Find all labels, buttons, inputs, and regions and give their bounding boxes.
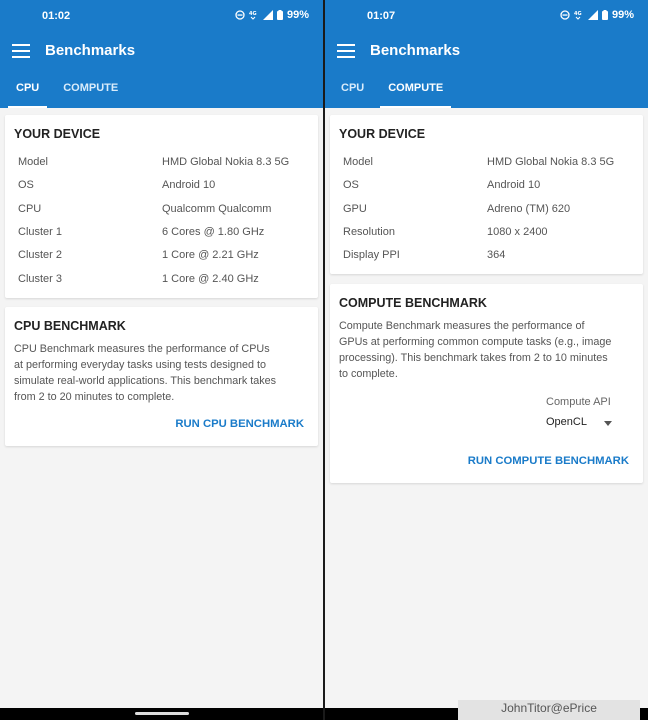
- nav-bar: [0, 708, 323, 720]
- signal-icon: [588, 10, 598, 20]
- device-card-title: YOUR DEVICE: [14, 127, 101, 141]
- tab-bar: [0, 74, 126, 108]
- tab-cpu[interactable]: CPU: [8, 74, 47, 108]
- app-title: Benchmarks: [45, 42, 136, 59]
- dropdown-arrow-icon: [604, 421, 612, 426]
- cpu-benchmark-card: [5, 307, 318, 446]
- compute-api-label: Compute API: [546, 396, 611, 408]
- dnd-icon: [235, 10, 245, 20]
- device-row-display-ppi: Display PPI 364: [343, 249, 506, 261]
- compute-benchmark-card: [330, 284, 643, 483]
- tab-cpu[interactable]: CPU: [341, 82, 365, 94]
- device-row-model: Model HMD Global Nokia 8.3 5G: [343, 156, 615, 168]
- battery-icon: [602, 10, 608, 20]
- battery-percent: 99%: [286, 9, 309, 21]
- device-row-cluster-1: Cluster 1 6 Cores @ 1.80 GHz: [18, 226, 265, 238]
- status-bar: [325, 0, 648, 30]
- run-compute-benchmark-button[interactable]: RUN COMPUTE BENCHMARK: [467, 455, 629, 467]
- device-row-os: OS Android 10: [18, 179, 216, 191]
- battery-icon: [277, 10, 283, 20]
- status-icons: [560, 9, 634, 21]
- svg-text:4G: 4G: [248, 11, 257, 17]
- toolbar: [325, 30, 648, 74]
- app-bar: [0, 0, 323, 108]
- tab-compute[interactable]: COMPUTE: [63, 82, 119, 94]
- compute-benchmark-title: COMPUTE BENCHMARK: [339, 296, 487, 310]
- run-cpu-benchmark-button[interactable]: RUN CPU BENCHMARK: [175, 418, 304, 430]
- device-card: [5, 115, 318, 298]
- signal-icon: [263, 10, 273, 20]
- device-row-cluster-2: Cluster 2 1 Core @ 2.21 GHz: [18, 249, 259, 261]
- status-time: 01:07: [367, 10, 396, 22]
- network-4g-icon: [574, 10, 584, 20]
- menu-icon[interactable]: [12, 44, 30, 58]
- status-icons: [235, 9, 309, 21]
- tab-bar: [325, 74, 451, 108]
- device-row-cpu: CPU Qualcomm Qualcomm: [18, 203, 272, 215]
- left-screen: [0, 0, 323, 720]
- device-row-resolution: Resolution 1080 x 2400: [343, 226, 548, 238]
- device-row-cluster-3: Cluster 3 1 Core @ 2.40 GHz: [18, 273, 259, 285]
- right-screen: [325, 0, 648, 720]
- device-row-gpu: GPU Adreno (TM) 620: [343, 203, 571, 215]
- compute-api-dropdown[interactable]: [546, 416, 616, 428]
- app-bar: [325, 0, 648, 108]
- toolbar: [0, 30, 323, 74]
- home-gesture-pill[interactable]: [135, 712, 189, 715]
- device-row-os: OS Android 10: [343, 179, 541, 191]
- compute-api-value: OpenCL: [546, 416, 587, 428]
- menu-icon[interactable]: [337, 44, 355, 58]
- app-title: Benchmarks: [370, 42, 461, 59]
- device-row-model: Model HMD Global Nokia 8.3 5G: [18, 156, 290, 168]
- device-card-title: YOUR DEVICE: [339, 127, 426, 141]
- status-bar: [0, 0, 323, 30]
- tab-compute[interactable]: COMPUTE: [380, 74, 451, 108]
- network-4g-icon: [249, 10, 259, 20]
- dnd-icon: [560, 10, 570, 20]
- status-time: 01:02: [42, 10, 71, 22]
- cpu-benchmark-description: CPU Benchmark measures the performance of CPUs at performing everyday tasks using tests designed to simulate real-world applications. This benchmark takes from 2 to 20 minutes to complete.: [14, 343, 277, 403]
- compute-benchmark-description: Compute Benchmark measures the performance of GPUs at performing common compute tasks (e.g., image processing). This benchmark takes from 2 to 10 minutes to complete.: [339, 320, 612, 380]
- svg-text:4G: 4G: [573, 11, 582, 17]
- device-card: [330, 115, 643, 274]
- watermark: JohnTitor@ePrice: [458, 700, 640, 720]
- cpu-benchmark-title: CPU BENCHMARK: [14, 319, 126, 333]
- battery-percent: 99%: [611, 9, 634, 21]
